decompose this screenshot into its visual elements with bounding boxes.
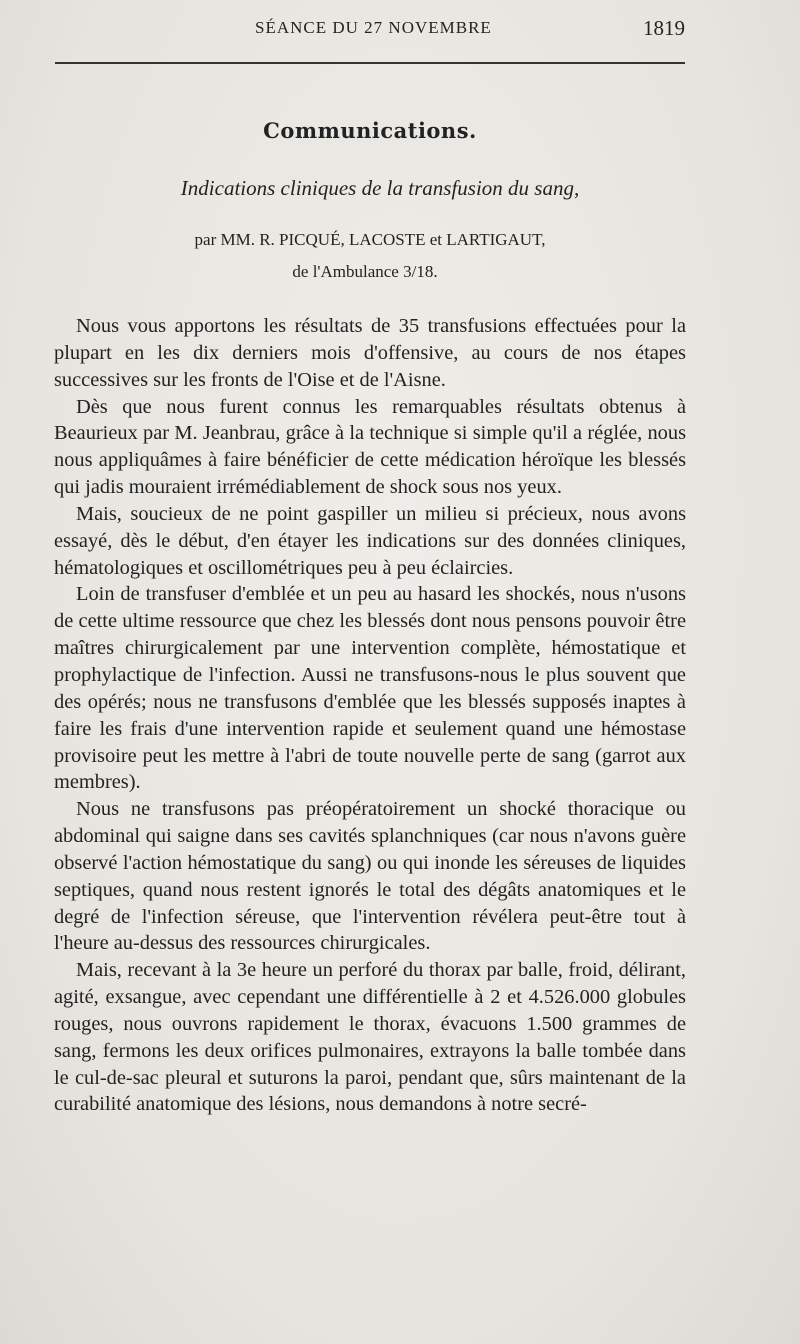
article-affiliation: de l'Ambulance 3/18. [292,262,438,281]
page-number: 1819 [643,16,685,40]
article-body [54,313,686,1118]
running-title: SÉANCE DU 27 NOVEMBRE [255,18,492,37]
paragraph: Mais, soucieux de ne point gaspiller un milieu si précieux, nous avons essayé, dès le début, d'en étayer les indications sur des données cliniques, hématologiques et oscillométriques peu à peu éclaircies. [54,502,686,579]
article-title: Indications cliniques de la transfusion du sang, [180,176,580,200]
page-header [55,18,685,46]
paragraph: Nous ne transfusons pas préopératoirement un shocké thoracique ou abdominal qui saigne dans ses cavités splanchniques (car nous n'avons guère observé l'action hémostatique du sang) ou qui inonde les séreuses de liquides septiques, quand nous restent ignorés le total des dégâts anatomiques et le degré de l'infection séreuse, que l'intervention révélera peut-être tout à l'heure au-dessus des ressources chirurgicales. [54,798,686,955]
section-title: Communications. [263,118,477,143]
paragraph: Mais, recevant à la 3e heure un perforé du thorax par balle, froid, délirant, agité, exsangue, avec cependant une différentielle à 2 et 4.526.000 globules rouges, nous ouvrons rapidement le thorax, évacuons 1.500 grammes de sang, fermons les deux orifices pulmonaires, extrayons la balle tombée dans le cul-de-sac pleural et suturons la paroi, pendant que, sûrs maintenant de la curabilité anatomique des lésions, nous demandons à notre secré- [54,959,686,1116]
header-rule [55,62,685,64]
paragraph: Nous vous apportons les résultats de 35 transfusions effectuées pour la plupart en les dix derniers mois d'offensive, au cours de nos étapes successives sur les fronts de l'Oise et de l'Aisne. [54,315,686,391]
article-authors: par MM. R. PICQUÉ, LACOSTE et LARTIGAUT, [194,230,546,249]
paragraph: Loin de transfuser d'emblée et un peu au hasard les shockés, nous n'usons de cette ultime ressource que chez les blessés dont nous pensons pouvoir être maîtres chirurgicalement par une intervention complète, hémostatique et prophylactique de l'infection. Aussi ne transfusons-nous le plus souvent que des opérés; nous ne transfusons d'emblée que les blessés supposés inaptes à faire les frais d'une intervention rapide et seulement quand une hémostase provisoire peut les mettre à l'abri de toute nouvelle perte de sang (garrot aux membres). [54,583,686,794]
paragraph: Dès que nous furent connus les remarquables résultats obtenus à Beaurieux par M. Jeanbrau, grâce à la technique si simple qu'il a réglée, nous nous appliquâmes à faire bénéficier de cette médication héroïque les blessés qui jadis mouraient irrémédiablement de shock sous nos yeux. [54,395,686,499]
